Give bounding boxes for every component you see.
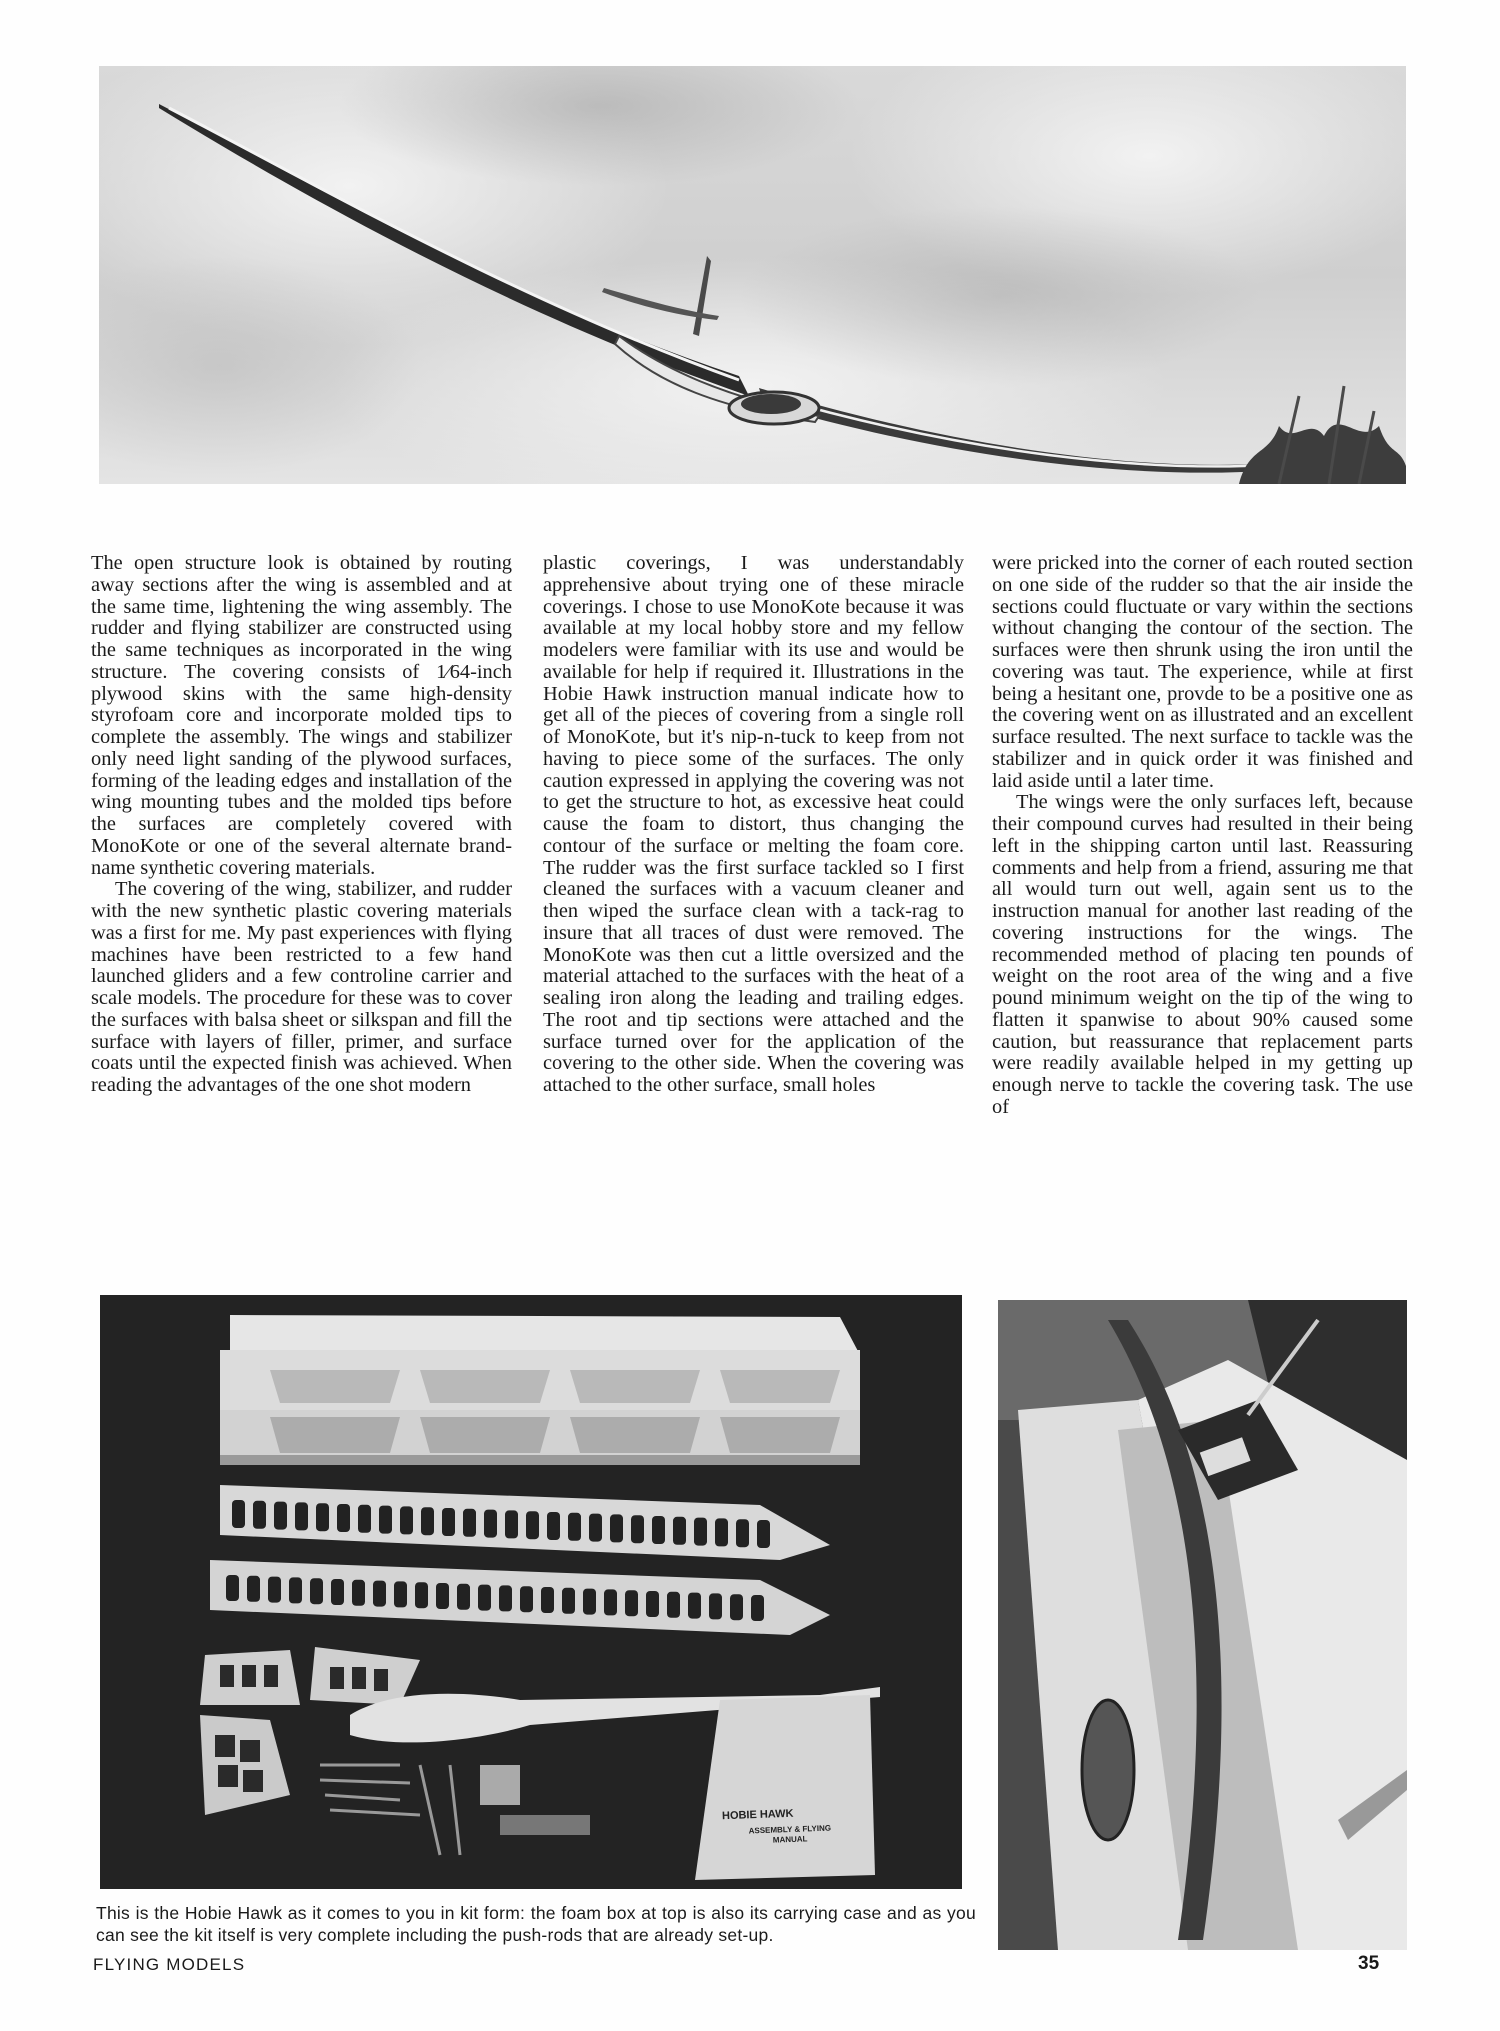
wing-lightening-hole xyxy=(568,1513,581,1541)
wing-lightening-hole xyxy=(589,1514,602,1542)
wing-lightening-hole xyxy=(736,1519,749,1547)
wing-lightening-hole xyxy=(667,1592,680,1618)
wing-lightening-hole xyxy=(505,1510,518,1538)
wing-lightening-hole xyxy=(484,1510,497,1538)
packed-kit-photo xyxy=(998,1300,1407,1950)
article-paragraph: The open structure look is obtained by routing away sections after the wing is assembled and at the same time, lightening the wing assembly. The rudder and flying stabilizer are constructed using the same techniques as incorporated in the wing structure. The covering consists of 1⁄64-inch plywood skins with the same high-density styrofoam core and incorporate molded tips to complete the assembly. The wings and stabilizer only need light sanding of the plywood surfaces, forming of the leading edges and installation of the wing mounting tubes and the molded tips before the surfaces are completely covered with MonoKote or one of the several alternate brand-name synthetic covering materials. xyxy=(91,553,512,879)
wing-lightening-hole xyxy=(631,1515,644,1543)
photo-caption: This is the Hobie Hawk as it comes to you in kit form: the foam box at top is also its carrying case and as you can see the kit itself is very complete including the push-rods that are already set-up. xyxy=(96,1903,976,1945)
wing-lightening-hole xyxy=(268,1577,281,1603)
wing-lightening-hole xyxy=(562,1588,575,1614)
wing-lightening-hole xyxy=(421,1507,434,1535)
publication-name: FLYING MODELS xyxy=(93,1955,246,1974)
wing-lightening-hole xyxy=(337,1504,350,1532)
article-column-2 xyxy=(543,553,964,1243)
wing-lightening-hole xyxy=(541,1587,554,1613)
wing-lightening-hole xyxy=(709,1593,722,1619)
wing-lightening-hole xyxy=(310,1578,323,1604)
wing-lightening-hole xyxy=(400,1506,413,1534)
wing-lightening-hole xyxy=(331,1579,344,1605)
wing-lightening-hole xyxy=(352,1580,365,1606)
wing-lightening-hole xyxy=(715,1518,728,1546)
wing-lightening-hole xyxy=(226,1575,239,1601)
article-column-1 xyxy=(91,553,512,1243)
wing-lightening-hole xyxy=(688,1593,701,1619)
wing-lightening-hole xyxy=(457,1584,470,1610)
article-paragraph: plastic coverings, I was understandably apprehensive about trying one of these miracle coverings. I chose to use MonoKote because it was available at my local hobby store and my fellow modelers were familiar with its use and would be available for help if required it. Illustrations in the Hobie Hawk instruction manual indicate how to get all of the pieces of covering from a single roll of MonoKote, but it's nip-n-tuck to keep from not having to piece some of the surfaces. The only caution expressed in applying the covering was not to get the structure to hot, as excessive heat could cause the foam to distort, thus changing the contour of the surface or melting the foam core. The rudder was the first surface tackled so I first cleaned the surfaces with a vacuum cleaner and then wiped the surface clean with a tack-rag to insure that all traces of dust were removed. The MonoKote was then cut a little oversized and the material attached to the surfaces with the heat of a sealing iron along the leading and trailing edges. The root and tip sections were attached and the surface turned over for the application of the covering to the other side. When the covering was attached to the other surface, small holes xyxy=(543,553,964,1096)
wing-lightening-hole xyxy=(583,1589,596,1615)
wing-lightening-hole xyxy=(673,1517,686,1545)
wing-lightening-hole xyxy=(415,1582,428,1608)
wing-lightening-hole xyxy=(442,1508,455,1536)
wing-lightening-hole xyxy=(610,1514,623,1542)
wing-lightening-hole xyxy=(652,1516,665,1544)
wing-lightening-hole xyxy=(379,1506,392,1534)
wing-lightening-hole xyxy=(730,1594,743,1620)
page-number: 35 xyxy=(1358,1953,1380,1974)
wing-lightening-hole xyxy=(289,1577,302,1603)
glider-in-flight-photo xyxy=(99,66,1406,484)
wing-lightening-hole xyxy=(274,1502,287,1530)
wing-lightening-hole xyxy=(694,1518,707,1546)
article-paragraph: were pricked into the corner of each routed section on one side of the rudder so that the air inside the sections could fluctuate or vary within the sections without changing the contour of the section. The surfaces were then shrunk using the iron until the covering was taut. The experience, while at first being a hesitant one, provde to be a positive one as the covering went on as illustrated and an excellent surface resulted. The next surface to tackle was the stabilizer and in quick order it was finished and laid aside until a later time. xyxy=(992,553,1413,792)
wing-lightening-hole xyxy=(751,1595,764,1621)
packed-kit-graphic xyxy=(998,1300,1407,1950)
wing-lightening-hole xyxy=(478,1585,491,1611)
wing-lightening-hole xyxy=(295,1502,308,1530)
wing-lightening-hole xyxy=(625,1590,638,1616)
wing-lightening-hole xyxy=(646,1591,659,1617)
wing-lightening-hole xyxy=(436,1583,449,1609)
kit-contents-photo xyxy=(100,1295,962,1889)
article-column-3 xyxy=(992,553,1413,1243)
wing-lightening-hole xyxy=(373,1581,386,1607)
manual-cover-subtitle: ASSEMBLY & FLYING MANUAL xyxy=(748,1823,832,1845)
wing-lightening-hole xyxy=(253,1501,266,1529)
wing-lightening-hole xyxy=(358,1505,371,1533)
wing-lightening-hole xyxy=(247,1576,260,1602)
wing-lightening-hole xyxy=(547,1512,560,1540)
glider-photo-graphic xyxy=(99,66,1406,484)
wing-lightening-hole xyxy=(463,1509,476,1537)
article-paragraph: The covering of the wing, stabilizer, and rudder with the new synthetic plastic covering materials was a first for me. My past experiences with flying machines have been restricted to a few hand launched gliders and a few controline carrier and scale models. The procedure for these was to cover the surfaces with balsa sheet or silkspan and fill the surface with layers of filler, primer, and surface coats until the expected finish was achieved. When reading the advantages of the one shot modern xyxy=(91,878,512,1096)
manual-cover-title: HOBIE HAWK xyxy=(721,1807,794,1823)
wing-lightening-hole xyxy=(757,1520,770,1548)
wing-lightening-hole xyxy=(232,1500,245,1528)
wing-lightening-hole xyxy=(316,1503,329,1531)
wing-lightening-hole xyxy=(526,1511,539,1539)
wing-lightening-hole xyxy=(604,1589,617,1615)
wing-lightening-hole xyxy=(394,1581,407,1607)
kit-photo-graphic xyxy=(100,1295,962,1889)
wing-lightening-hole xyxy=(520,1586,533,1612)
article-paragraph: The wings were the only surfaces left, because their compound curves had resulted in their being left in the shipping carton until last. Reassuring comments and help from a friend, assuring me that all would turn out well, again sent us to the instruction manual for another last reading of the covering instructions for the wings. The recommended method of placing ten pounds of weight on the root area of the wing and a five pound minimum weight on the tip of the wing to flatten it spanwise to about 90% caused some caution, but reassurance that replacement parts were readily available helped in my getting up enough nerve to tackle the covering task. The use of xyxy=(992,791,1413,1118)
wing-lightening-hole xyxy=(499,1585,512,1611)
